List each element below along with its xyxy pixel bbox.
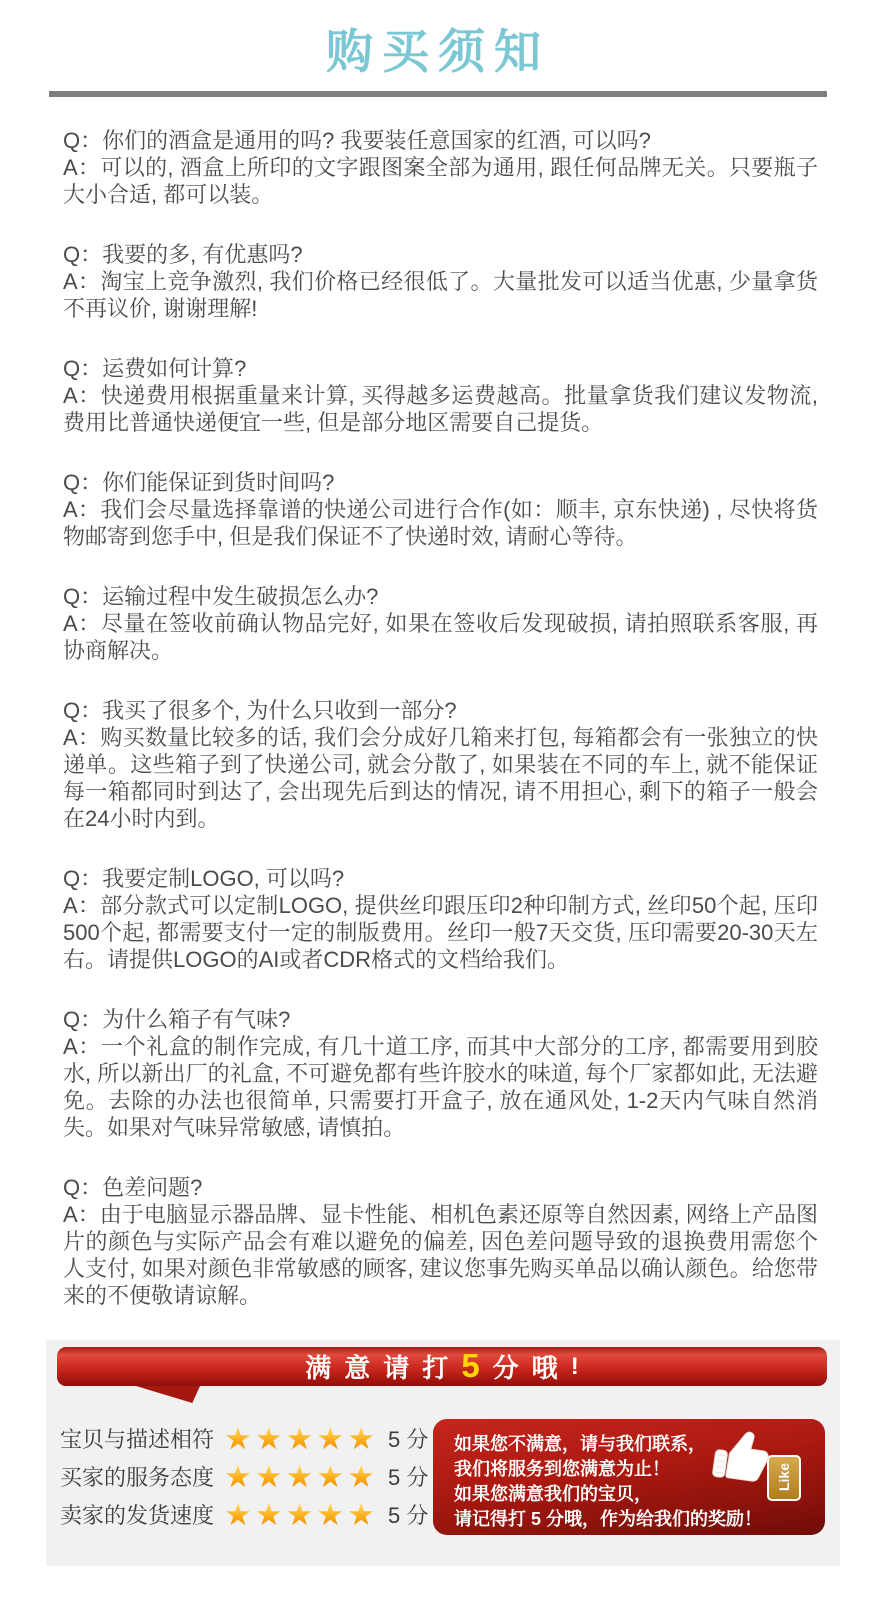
star-icon: ★ (285, 1458, 314, 1494)
rating-label: 宝贝与描述相符 (60, 1426, 215, 1452)
answer-text: A：淘宝上竞争激烈, 我们价格已经很低了。大量批发可以适当优惠, 少量拿货不再议价, 谢谢理解! (63, 269, 818, 321)
thumbs-up-icon (711, 1425, 773, 1491)
faq-item (63, 469, 818, 550)
answer-text: A：一个礼盒的制作完成, 有几十道工序, 而其中大部分的工序, 都需要用到胶水, 所以新出厂的礼盒, 不可避免都有些许胶水的味道, 每个厂家都如此, 无法避免。去除的办法也很简单, 只需要打开盒子, 放在通风处, 1-2天内气味自然消失。如果对气味异常敏感, 请慎拍。 (63, 1034, 818, 1140)
star-icon: ★ (224, 1420, 252, 1456)
rating-score: 5 分 (388, 1426, 429, 1452)
star-icon: ★ (316, 1458, 345, 1494)
faq-item (63, 127, 818, 208)
rating-row (60, 1495, 428, 1533)
star-icon: ★ (224, 1496, 252, 1532)
star-rating-icons (224, 1458, 378, 1494)
rating-promo-panel (46, 1340, 840, 1566)
star-icon: ★ (285, 1420, 314, 1456)
notice-line: 如果您不满意，请与我们联系， (454, 1434, 706, 1454)
question-text: Q：运输过程中发生破损怎么办? (63, 584, 379, 609)
banner-exclamation: ! (570, 1352, 579, 1380)
answer-text: A：可以的, 酒盒上所印的文字跟图案全部为通用, 跟任何品牌无关。只要瓶子大小合适, 都可以装。 (63, 155, 818, 207)
answer-text: A：快递费用根据重量来计算, 买得越多运费越高。批量拿货我们建议发物流, 费用比普通快递便宜一些, 但是部分地区需要自己提货。 (63, 383, 818, 435)
like-badge-label: Like (776, 1463, 792, 1492)
rating-score: 5 分 (388, 1502, 429, 1528)
star-icon: ★ (254, 1496, 283, 1532)
answer-text: A：我们会尽量选择靠谱的快递公司进行合作(如：顺丰, 京东快递) , 尽快将货物邮寄到您手中, 但是我们保证不了快递时效, 请耐心等待。 (63, 497, 818, 549)
faq-item (63, 355, 818, 436)
satisfaction-notice-box (433, 1419, 825, 1535)
star-icon: ★ (347, 1420, 375, 1456)
answer-text: A：部分款式可以定制LOGO, 提供丝印跟压印2种印制方式, 丝印50个起, 压印500个起, 都需要支付一定的制版费用。丝印一般7天交货, 压印需要20-30天左右。请提供LOGO的AI或者CDR格式的文档给我们。 (63, 893, 818, 972)
star-icon: ★ (347, 1458, 375, 1494)
rating-row (60, 1457, 428, 1495)
notice-line: 如果您满意我们的宝贝， (454, 1484, 652, 1504)
faq-section (0, 97, 876, 1309)
star-icon: ★ (224, 1458, 252, 1494)
star-icon: ★ (254, 1420, 283, 1456)
page-title: 购买须知 (326, 25, 550, 78)
rating-row (60, 1419, 428, 1457)
question-text: Q：你们能保证到货时间吗? (63, 470, 335, 495)
star-icon: ★ (316, 1420, 345, 1456)
star-icon: ★ (285, 1496, 314, 1532)
faq-item (63, 865, 818, 973)
faq-item (63, 583, 818, 664)
answer-text: A：由于电脑显示器品牌、显卡性能、相机色素还原等自然因素, 网络上产品图片的颜色与实际产品会有难以避免的偏差, 因色差问题导致的退换费用需您个人支付, 如果对颜色非常敏感的顾客, 建议您事先购买单品以确认颜色。给您带来的不便敬请谅解。 (63, 1202, 818, 1308)
question-text: Q：我买了很多个, 为什么只收到一部分? (63, 698, 457, 723)
banner-text-before: 满意请打 (305, 1353, 462, 1383)
notice-line: 我们将服务到您满意为止！ (454, 1459, 670, 1479)
question-text: Q：我要的多, 有优惠吗? (63, 242, 303, 267)
notice-line: 请记得打 5 分哦，作为给我们的奖励！ (454, 1509, 763, 1529)
faq-item (63, 697, 818, 832)
star-rating-icons (224, 1420, 378, 1456)
answer-text: A：尽量在签收前确认物品完好, 如果在签收后发现破损, 请拍照联系客服, 再协商解决。 (63, 611, 818, 663)
question-text: Q：运费如何计算? (63, 356, 247, 381)
star-rating-icons (224, 1496, 378, 1532)
star-icon: ★ (347, 1496, 375, 1532)
star-icon: ★ (316, 1496, 345, 1532)
faq-item (63, 1174, 818, 1309)
faq-item (63, 241, 818, 322)
faq-item (63, 1006, 818, 1141)
star-icon: ★ (254, 1458, 283, 1494)
rating-score: 5 分 (388, 1464, 429, 1490)
banner-score-number: 5 (461, 1346, 493, 1384)
rating-label: 买家的服务态度 (60, 1464, 215, 1490)
page-header (0, 0, 876, 97)
rating-label: 卖家的发货速度 (60, 1502, 215, 1528)
question-text: Q：你们的酒盒是通用的吗? 我要装任意国家的红酒, 可以吗? (63, 128, 651, 153)
question-text: Q：我要定制LOGO, 可以吗? (63, 866, 345, 891)
question-text: Q：为什么箱子有气味? (63, 1007, 291, 1032)
banner-speech-tail (136, 1386, 200, 1403)
question-text: Q：色差问题? (63, 1175, 203, 1200)
answer-text: A：购买数量比较多的话, 我们会分成好几箱来打包, 每箱都会有一张独立的快递单。这些箱子到了快递公司, 就会分散了, 如果装在不同的车上, 就不能保证每一箱都同时到达了, 会出现先后到达的情况, 请不用担心, 剩下的箱子一般会在24小时内到。 (63, 725, 818, 831)
banner-text-after: 分哦 (492, 1353, 571, 1383)
five-star-banner (57, 1347, 827, 1386)
rating-rows (60, 1419, 428, 1533)
